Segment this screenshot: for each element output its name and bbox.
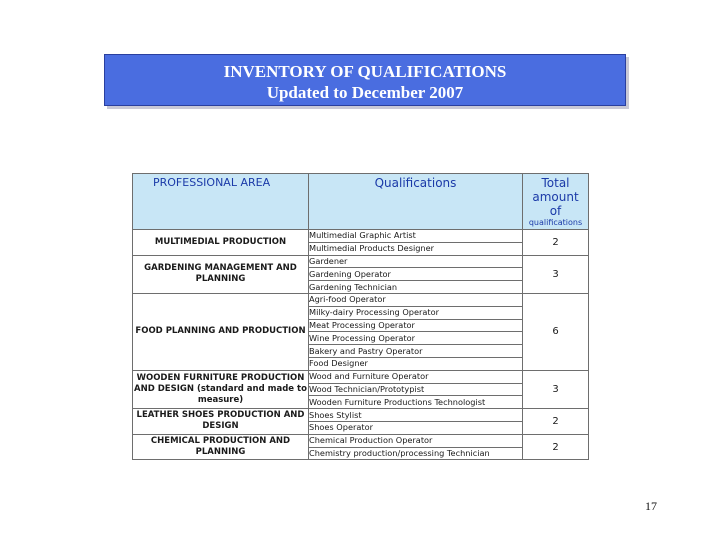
qualification-cell: Multimedial Products Designer: [309, 242, 523, 255]
table-row: [133, 370, 589, 383]
page-number: 17: [645, 499, 657, 513]
qualification-cell: Chemistry production/processing Technician: [309, 447, 523, 460]
total-amount-cell: 3: [523, 255, 589, 293]
table-row: [133, 255, 589, 268]
title-line-1: INVENTORY OF QUALIFICATIONS: [223, 62, 507, 81]
table-header-row: [133, 174, 589, 230]
qualification-cell: Gardener: [309, 255, 523, 268]
total-amount-cell: 2: [523, 230, 589, 256]
qualifications-table: [132, 173, 589, 460]
qualification-cell: Shoes Stylist: [309, 409, 523, 422]
qualification-cell: Gardening Technician: [309, 281, 523, 294]
title-line-2: Updated to December 2007: [266, 83, 464, 102]
professional-area-cell: FOOD PLANNING AND PRODUCTION: [133, 293, 309, 370]
header-total-line-2: amount: [532, 190, 579, 204]
header-total-line-4: qualifications: [528, 218, 583, 227]
qualification-cell: Wooden Furniture Productions Technologist: [309, 396, 523, 409]
qualification-cell: Bakery and Pastry Operator: [309, 345, 523, 358]
table-row: [133, 293, 589, 306]
table-row: [133, 434, 589, 447]
table-row: [133, 409, 589, 422]
qualification-cell: Shoes Operator: [309, 421, 523, 434]
header-total: [523, 174, 589, 230]
qualification-cell: Multimedial Graphic Artist: [309, 230, 523, 243]
title-banner: [104, 54, 626, 106]
qualification-cell: Wine Processing Operator: [309, 332, 523, 345]
qualification-cell: Chemical Production Operator: [309, 434, 523, 447]
qualification-cell: Wood Technician/Prototypist: [309, 383, 523, 396]
qualification-cell: Milky-dairy Processing Operator: [309, 306, 523, 319]
total-amount-cell: 3: [523, 370, 589, 408]
qualification-cell: Gardening Operator: [309, 268, 523, 281]
total-amount-cell: 6: [523, 293, 589, 370]
professional-area-cell: GARDENING MANAGEMENT AND PLANNING: [133, 255, 309, 293]
professional-area-cell: WOODEN FURNITURE PRODUCTION AND DESIGN (standard and made to measure): [133, 370, 309, 408]
qualification-cell: Wood and Furniture Operator: [309, 370, 523, 383]
qualification-cell: Agri-food Operator: [309, 293, 523, 306]
header-total-line-1: Total: [541, 176, 570, 190]
qualification-cell: Food Designer: [309, 357, 523, 370]
header-professional-area: PROFESSIONAL AREA: [133, 174, 309, 230]
professional-area-cell: CHEMICAL PRODUCTION AND PLANNING: [133, 434, 309, 460]
total-amount-cell: 2: [523, 434, 589, 460]
table-body: [133, 230, 589, 460]
qualification-cell: Meat Processing Operator: [309, 319, 523, 332]
header-total-line-3: of: [549, 204, 562, 218]
total-amount-cell: 2: [523, 409, 589, 435]
professional-area-cell: MULTIMEDIAL PRODUCTION: [133, 230, 309, 256]
table-row: [133, 230, 589, 243]
header-qualifications: Qualifications: [309, 174, 523, 230]
professional-area-cell: LEATHER SHOES PRODUCTION AND DESIGN: [133, 409, 309, 435]
